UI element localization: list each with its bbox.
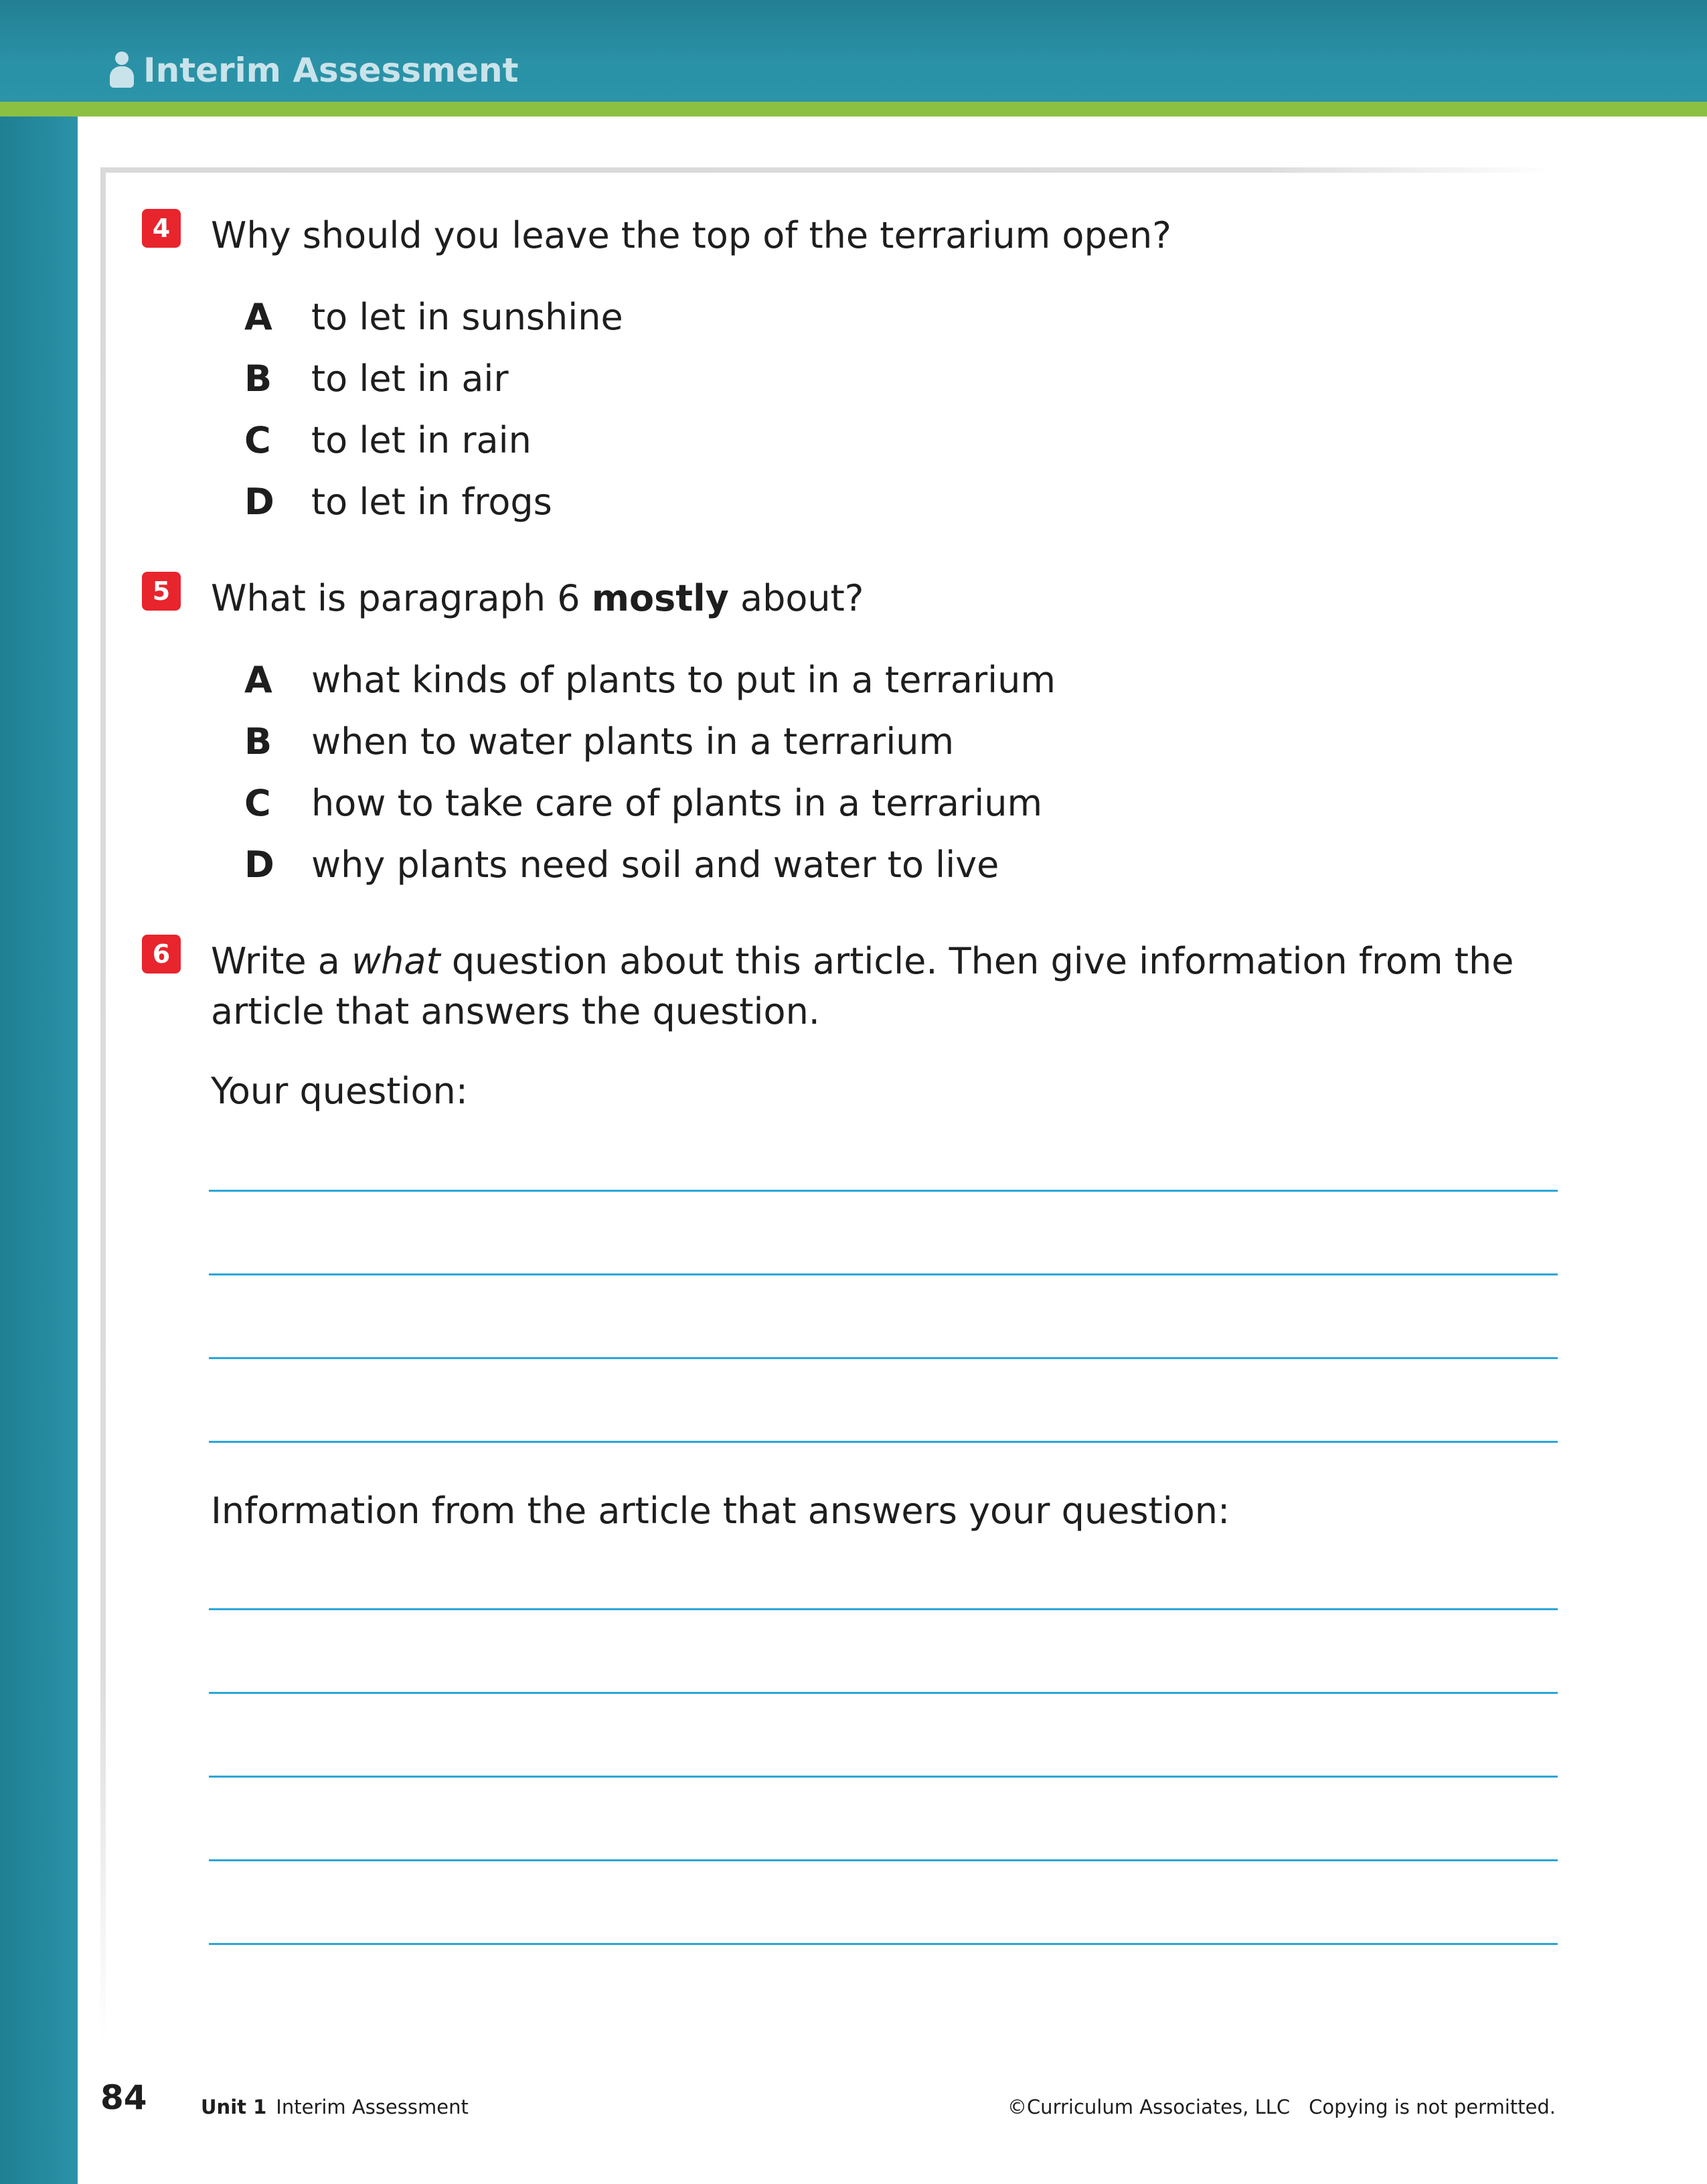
information-answer-line[interactable] [209,1859,1558,1861]
person-icon [110,52,134,89]
choice-letter: D [244,481,274,523]
choice-letter: B [244,720,272,763]
answer-choice-c[interactable] [244,782,1042,824]
question-answer-line[interactable] [209,1357,1558,1359]
question-number-badge: 5 [142,572,181,611]
choice-text: to let in air [311,358,509,400]
choice-text: to let in sunshine [311,296,623,338]
choice-letter: A [244,296,272,338]
choice-text: when to water plants in a terrarium [311,720,955,763]
question-answer-line[interactable] [209,1190,1558,1192]
question-number-badge: 6 [142,935,181,973]
answer-choice-a[interactable] [244,659,1056,701]
copyright: ©Curriculum Associates, LLC [1007,2096,1291,2118]
frame-border-left [100,167,106,2042]
question-answer-line[interactable] [209,1441,1558,1443]
answer-choice-a[interactable] [244,296,623,338]
your-question-label: Your question: [211,1070,468,1112]
side-band [0,116,78,2184]
header-title: Interim Assessment [143,51,519,90]
answer-choice-b[interactable] [244,720,954,763]
copy-notice: Copying is not permitted. [1309,2096,1556,2118]
choice-text: to let in rain [311,419,532,461]
choice-letter: C [244,419,271,461]
information-answer-line[interactable] [209,1776,1558,1778]
choice-text: to let in frogs [311,481,552,523]
question-number-badge: 4 [142,209,181,248]
choice-letter: C [244,782,271,824]
answer-choice-b[interactable] [244,358,509,400]
answer-choice-d[interactable] [244,844,999,886]
choice-letter: D [244,844,274,886]
choice-letter: A [244,659,272,701]
header-accent-rule [0,102,1707,116]
frame-border-top [100,167,1553,173]
choice-text: why plants need soil and water to live [311,844,999,886]
unit-label: Unit 1 [201,2096,267,2118]
information-answer-line[interactable] [209,1608,1558,1610]
information-label: Information from the article that answers your question: [211,1490,1230,1532]
answer-choice-d[interactable] [244,481,552,523]
footer-copyright [1007,2096,1556,2118]
information-answer-line[interactable] [209,1692,1558,1694]
answer-choice-c[interactable] [244,419,532,461]
question-text: Why should you leave the top of the terrarium open? [211,214,1171,256]
question-text: Write a what question about this article. Then give information from the article that answers the question. [211,940,1514,1032]
question-answer-line[interactable] [209,1273,1558,1275]
footer-unit [201,2096,469,2118]
question-text: What is paragraph 6 mostly about? [211,577,864,619]
header [110,51,518,90]
choice-text: how to take care of plants in a terrarium [311,782,1043,824]
choice-letter: B [244,358,272,400]
page-number: 84 [100,2078,147,2117]
choice-text: what kinds of plants to put in a terrarium [311,659,1056,701]
information-answer-line[interactable] [209,1943,1558,1945]
unit-title: Interim Assessment [276,2096,469,2118]
